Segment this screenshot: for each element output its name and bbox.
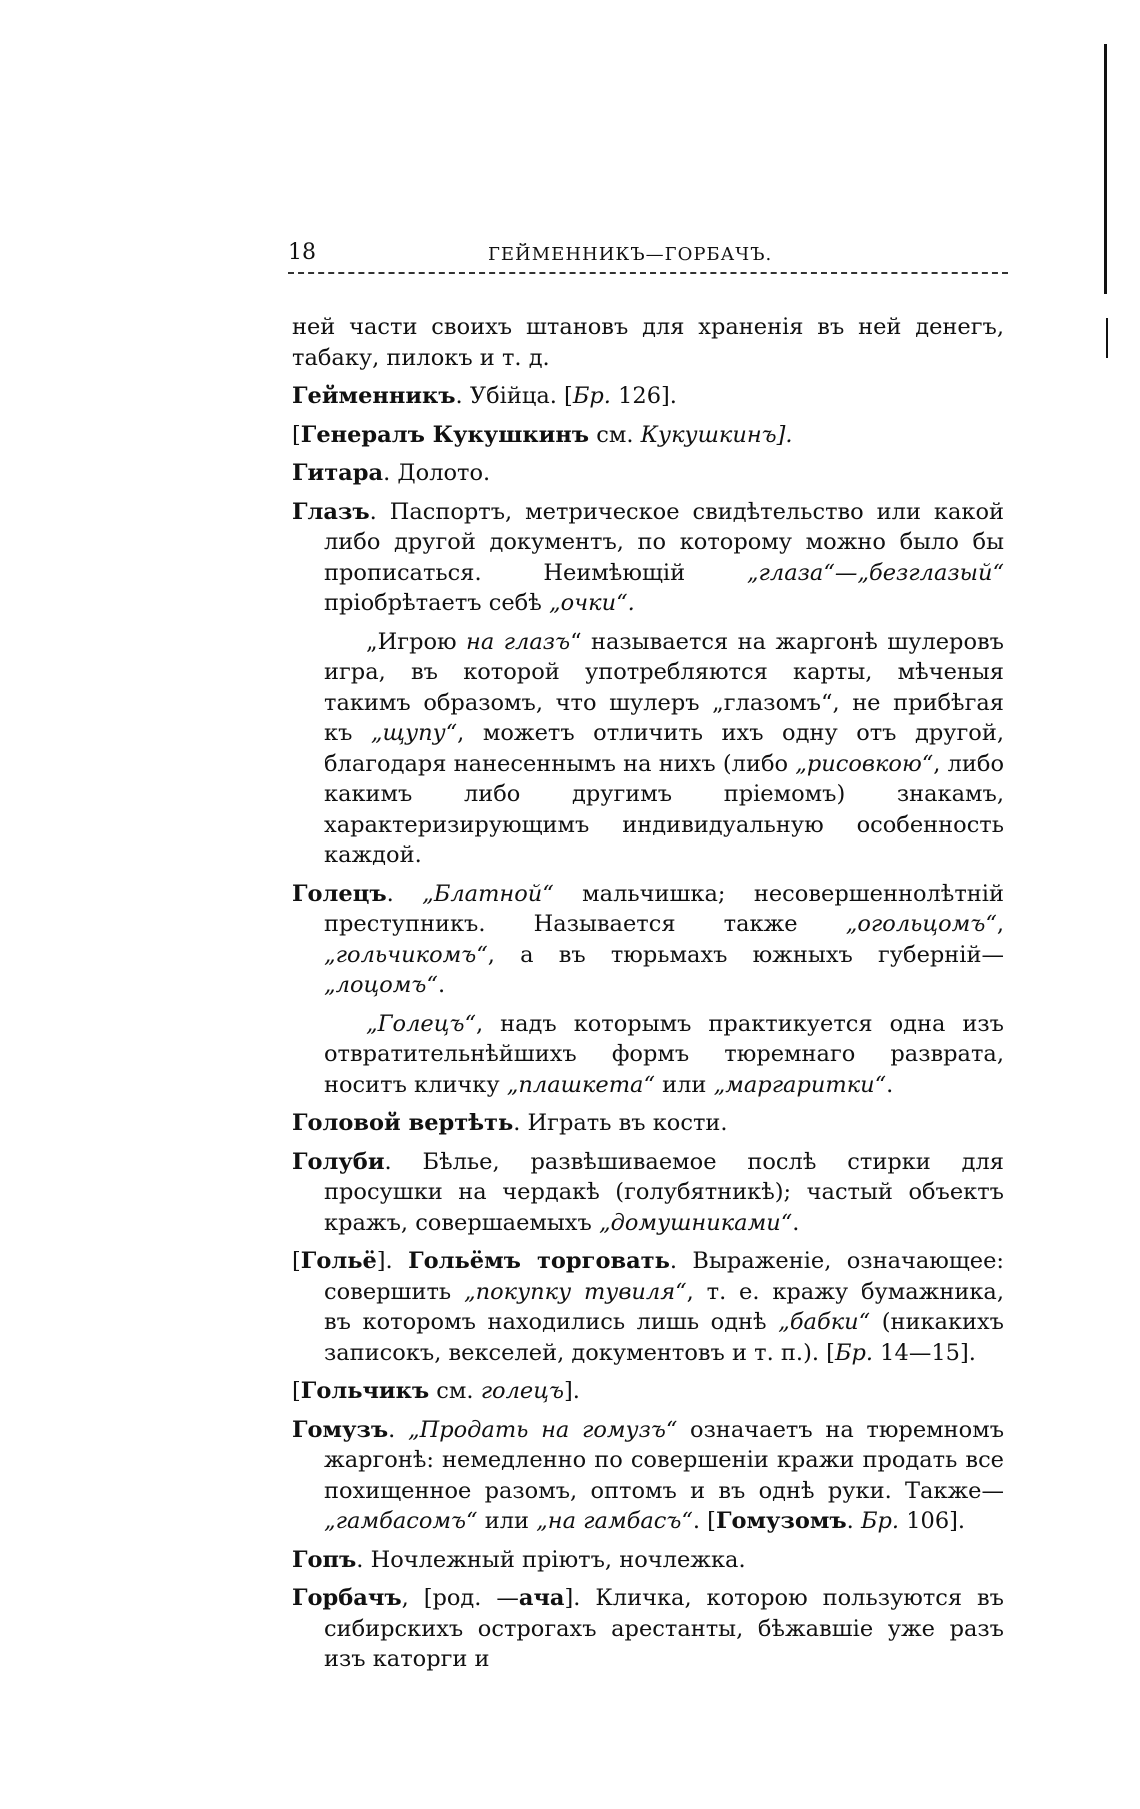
headword: Гомузъ (292, 1416, 389, 1443)
page-number: 18 (288, 240, 316, 265)
entry-geimennik: Гейменникъ. Убійца. [Бр. 126]. (292, 383, 677, 409)
headword: Гольчикъ (300, 1378, 430, 1404)
headword: Гитара (292, 460, 384, 486)
entry-golchik: [Гольчикъ см. голецъ]. (292, 1378, 580, 1404)
headword: Гопъ (292, 1546, 357, 1573)
scan-edge-line-top (1104, 44, 1107, 294)
entry-golets: Голецъ. „Блатной“ мальчишка; несовершеннолѣтній преступникъ. Называется также „огольцомъ“, „гольчикомъ“, а въ тюрьмахъ южныхъ губерній—„лоцомъ“. (292, 880, 1004, 998)
header-rule (288, 272, 1008, 274)
headword: Головой вертѣть (292, 1110, 514, 1136)
headword: Голуби (292, 1148, 385, 1175)
running-title: ГЕЙМЕННИКЪ—ГОРБАЧЪ. (488, 244, 773, 265)
entry-gop: Гопъ. Ночлежный пріютъ, ночлежка. (292, 1546, 746, 1573)
paragraph-igra-na-glaz: „Игрою на глазъ“ называется на жаргонѣ шулеровъ игра, въ которой употребляются карты, мѣченыя такимъ образомъ, что шулеръ „глазомъ“, не прибѣгая къ „щупу“, можетъ отличить ихъ одну отъ другой, благодаря нанесеннымъ на нихъ (либо „рисовкою“, либо какимъ либо другимъ пріемомъ) знакамъ, характеризирующимъ индивидуальную особенность каждой. (324, 628, 1004, 868)
headword: Гомузомъ (715, 1508, 847, 1534)
entry-general-kukushkin: [Генералъ Кукушкинъ см. Кукушкинъ]. (292, 421, 793, 448)
headword: Гольё (300, 1248, 377, 1274)
entry-golubi: Голуби. Бѣлье, развѣшиваемое послѣ стирки для просушки на чердакѣ (голубятникѣ); частый объектъ кражъ, совершаемыхъ „домушниками“. (292, 1148, 1004, 1236)
headword: Генералъ Кукушкинъ (300, 421, 590, 448)
headword: Гейменникъ (292, 383, 456, 409)
paragraph-golets-klichka: „Голецъ“, надъ которымъ практикуется одна изъ отвратительнѣйшихъ формъ тюремнаго разврата, носитъ кличку „плашкета“ или „маргаритки“. (324, 1010, 1004, 1098)
headword: Горбачъ (292, 1585, 402, 1611)
scan-edge-line-mid (1106, 318, 1108, 358)
entry-gorbach: Горбачъ, [род. —ача]. Кличка, которою пользуются въ сибирскихъ острогахъ арестанты, бѣжавшіе уже разъ изъ каторги и (292, 1585, 1004, 1672)
entry-glaz: Глазъ. Паспортъ, метрическое свидѣтельство или какой либо другой документъ, по которому можно было бы прописаться. Неимѣющій „глаза“—„безглазый“ пріобрѣтаетъ себѣ „очки“. (292, 498, 1004, 616)
entry-golovoi-vertet: Головой вертѣть. Играть въ кости. (292, 1110, 728, 1136)
entry-golyo: [Гольё]. Гольёмъ торговать. Выраженіе, означающее: совершить „покупку тувиля“, т. е. кражу бумажника, въ которомъ находились лишь однѣ „бабки“ (никакихъ записокъ, векселей, документовъ и т. п.). [Бр. 14—15]. (292, 1248, 1005, 1366)
headword: Глазъ (292, 498, 370, 525)
entry-gomuz: Гомузъ. „Продать на гомузъ“ означаетъ на тюремномъ жаргонѣ: немедленно по совершеніи кражи продать все похищенное разомъ, оптомъ и въ однѣ руки. Также—„гамбасомъ“ или „на гамбасъ“. [Гомузомъ. Бр. 106]. (292, 1416, 1005, 1534)
page-text (292, 312, 1004, 1683)
headword: Гольёмъ торговать (408, 1248, 670, 1274)
running-header (288, 240, 1008, 280)
entry-gitara: Гитара. Долото. (292, 460, 491, 486)
headword: Голецъ (292, 880, 387, 907)
paragraph-continuation: ней части своихъ штановъ для храненія въ ней денегъ, табаку, пилокъ и т. д. (292, 314, 1004, 371)
